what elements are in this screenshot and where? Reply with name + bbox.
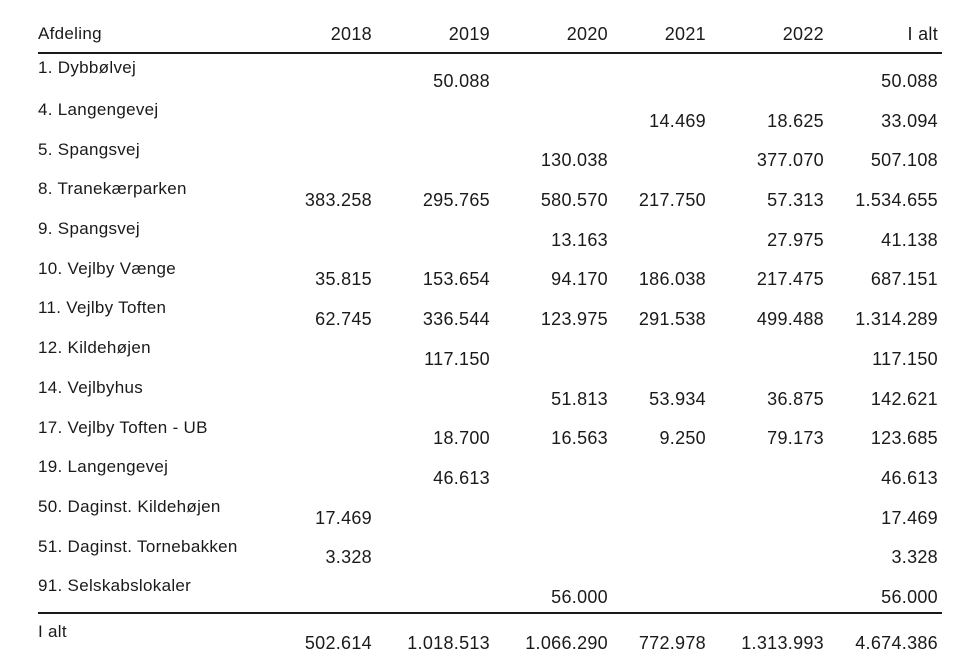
value-cell: 50.088 bbox=[433, 71, 490, 91]
value-cell: 123.685 bbox=[870, 428, 938, 449]
value-cell bbox=[494, 453, 612, 493]
column-header-2021: 2021 bbox=[612, 16, 710, 53]
value-cell bbox=[710, 53, 828, 96]
table-row bbox=[38, 96, 942, 136]
value-cell bbox=[376, 215, 494, 255]
table-row bbox=[38, 255, 942, 295]
column-header-2018: 2018 bbox=[286, 16, 376, 53]
value-cell bbox=[494, 334, 612, 374]
table-row bbox=[38, 493, 942, 533]
total-cell: 1.066.290 bbox=[494, 613, 612, 666]
value-cell: 57.313 bbox=[767, 190, 824, 211]
value-cell: 336.544 bbox=[422, 309, 490, 330]
afdeling-cell: 14. Vejlbyhus bbox=[38, 377, 144, 397]
value-cell bbox=[286, 215, 376, 255]
afdeling-cell: 4. Langengevej bbox=[38, 100, 159, 119]
value-cell: 117.150 bbox=[872, 348, 938, 369]
afdeling-cell: 8. Tranekærparken bbox=[38, 179, 187, 199]
value-cell bbox=[286, 53, 376, 96]
value-cell: 123.975 bbox=[540, 309, 608, 330]
column-header-2019: 2019 bbox=[376, 16, 494, 53]
table-body bbox=[38, 53, 942, 613]
value-cell: 377.070 bbox=[756, 150, 824, 171]
value-cell: 17.469 bbox=[881, 507, 938, 528]
value-cell bbox=[612, 53, 710, 96]
value-cell bbox=[612, 136, 710, 176]
value-cell bbox=[376, 374, 494, 414]
value-cell: 153.654 bbox=[422, 269, 490, 290]
value-cell: 142.621 bbox=[870, 388, 938, 409]
afdeling-cell: 11. Vejlby Toften bbox=[38, 298, 167, 318]
value-cell: 383.258 bbox=[304, 190, 372, 211]
afdeling-cell: 51. Daginst. Tornebakken bbox=[38, 536, 238, 556]
value-cell bbox=[710, 334, 828, 374]
value-cell: 33.094 bbox=[881, 110, 938, 131]
value-cell: 51.813 bbox=[551, 388, 608, 409]
value-cell: 79.173 bbox=[767, 428, 824, 449]
value-cell bbox=[286, 414, 376, 454]
table-row bbox=[38, 374, 942, 414]
value-cell: 50.088 bbox=[881, 71, 938, 91]
value-cell: 53.934 bbox=[649, 388, 706, 409]
value-cell: 56.000 bbox=[551, 586, 608, 607]
column-header-2022: 2022 bbox=[710, 16, 828, 53]
value-cell: 16.563 bbox=[551, 428, 608, 449]
value-cell bbox=[376, 96, 494, 136]
table-row bbox=[38, 175, 942, 215]
value-cell: 62.745 bbox=[315, 309, 372, 330]
value-cell: 291.538 bbox=[638, 309, 706, 330]
table-row bbox=[38, 453, 942, 493]
value-cell: 3.328 bbox=[325, 547, 372, 568]
value-cell: 687.151 bbox=[870, 269, 938, 290]
total-cell: 1.313.993 bbox=[710, 613, 828, 666]
value-cell: 3.328 bbox=[891, 547, 938, 568]
value-cell: 41.138 bbox=[881, 229, 938, 250]
table-row bbox=[38, 53, 942, 96]
value-cell: 56.000 bbox=[881, 586, 938, 607]
value-cell bbox=[710, 453, 828, 493]
value-cell bbox=[710, 493, 828, 533]
value-cell bbox=[376, 533, 494, 573]
value-cell: 94.170 bbox=[551, 269, 608, 290]
value-cell bbox=[710, 572, 828, 613]
value-cell bbox=[494, 96, 612, 136]
table-row bbox=[38, 572, 942, 613]
value-cell bbox=[376, 136, 494, 176]
value-cell bbox=[494, 533, 612, 573]
value-cell: 18.700 bbox=[433, 428, 490, 449]
value-cell bbox=[612, 493, 710, 533]
afdeling-cell: 19. Langengevej bbox=[38, 457, 169, 477]
afdeling-cell: 10. Vejlby Vænge bbox=[38, 258, 177, 278]
value-cell: 1.314.289 bbox=[855, 309, 938, 330]
value-cell bbox=[286, 136, 376, 176]
value-cell bbox=[286, 572, 376, 613]
value-cell: 17.469 bbox=[315, 507, 372, 528]
total-cell: 772.978 bbox=[612, 613, 710, 666]
budget-table bbox=[38, 16, 942, 666]
value-cell: 14.469 bbox=[649, 110, 706, 131]
total-cell: 4.674.386 bbox=[828, 613, 942, 666]
value-cell: 36.875 bbox=[767, 388, 824, 409]
value-cell bbox=[286, 96, 376, 136]
table-container bbox=[38, 16, 942, 666]
value-cell bbox=[612, 215, 710, 255]
value-cell: 18.625 bbox=[767, 110, 824, 131]
value-cell: 295.765 bbox=[422, 190, 490, 211]
table-row bbox=[38, 294, 942, 334]
afdeling-cell: 5. Spangsvej bbox=[38, 139, 140, 159]
column-header-i-alt: I alt bbox=[828, 16, 942, 53]
value-cell: 580.570 bbox=[540, 190, 608, 211]
header-row bbox=[38, 16, 942, 53]
afdeling-cell: 9. Spangsvej bbox=[38, 219, 140, 239]
value-cell: 499.488 bbox=[756, 309, 824, 330]
value-cell: 9.250 bbox=[659, 428, 706, 449]
value-cell: 46.613 bbox=[433, 467, 490, 488]
table-row bbox=[38, 334, 942, 374]
value-cell: 46.613 bbox=[881, 467, 938, 488]
value-cell bbox=[286, 374, 376, 414]
total-label: I alt bbox=[38, 613, 286, 666]
total-cell: 1.018.513 bbox=[376, 613, 494, 666]
value-cell bbox=[710, 533, 828, 573]
value-cell: 130.038 bbox=[540, 150, 608, 171]
afdeling-cell: 1. Dybbølvej bbox=[38, 58, 137, 77]
value-cell bbox=[494, 53, 612, 96]
table-row bbox=[38, 215, 942, 255]
table-row bbox=[38, 414, 942, 454]
afdeling-cell: 91. Selskabslokaler bbox=[38, 576, 192, 596]
value-cell bbox=[286, 453, 376, 493]
value-cell: 217.475 bbox=[756, 269, 824, 290]
value-cell: 217.750 bbox=[638, 190, 706, 211]
table-row bbox=[38, 136, 942, 176]
value-cell bbox=[612, 334, 710, 374]
value-cell bbox=[612, 572, 710, 613]
table-row bbox=[38, 533, 942, 573]
value-cell: 1.534.655 bbox=[855, 190, 938, 211]
value-cell bbox=[494, 493, 612, 533]
value-cell: 507.108 bbox=[870, 150, 938, 171]
value-cell: 35.815 bbox=[315, 269, 372, 290]
afdeling-cell: 12. Kildehøjen bbox=[38, 338, 151, 358]
value-cell bbox=[612, 453, 710, 493]
value-cell: 117.150 bbox=[424, 348, 490, 369]
column-header-2020: 2020 bbox=[494, 16, 612, 53]
total-row bbox=[38, 613, 942, 666]
column-header-afdeling: Afdeling bbox=[38, 16, 286, 53]
value-cell bbox=[286, 334, 376, 374]
value-cell bbox=[612, 533, 710, 573]
value-cell: 13.163 bbox=[551, 229, 608, 250]
value-cell: 186.038 bbox=[638, 269, 706, 290]
value-cell bbox=[376, 572, 494, 613]
afdeling-cell: 50. Daginst. Kildehøjen bbox=[38, 496, 221, 516]
afdeling-cell: 17. Vejlby Toften - UB bbox=[38, 417, 208, 437]
value-cell: 27.975 bbox=[767, 229, 824, 250]
total-cell: 502.614 bbox=[286, 613, 376, 666]
value-cell bbox=[376, 493, 494, 533]
